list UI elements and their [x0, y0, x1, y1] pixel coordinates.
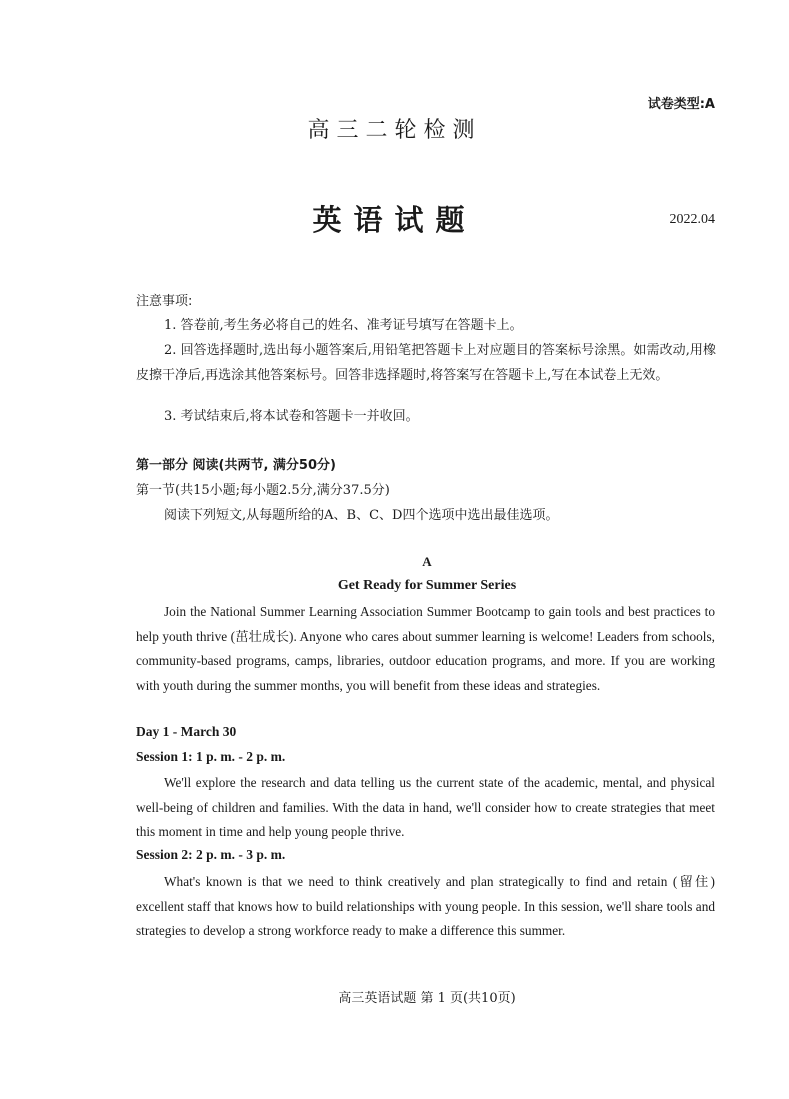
part-heading: 第一部分 阅读(共两节, 满分50分) — [136, 458, 336, 473]
exam-title: 高三二轮检测 — [307, 118, 482, 143]
paper-type-label: 试卷类型:A — [647, 97, 715, 112]
session-1-text: We'll explore the research and data telling us the current state of the academic, mental, and physical well-being of children and families. With the data in hand, we'll consider how to create strategies that meet this moment in time and help young people thrive. — [136, 775, 715, 839]
passage-intro: Join the National Summer Learning Association Summer Bootcamp to gain tools and best practices to help youth thrive (茁壮成长). Anyone who cares about summer learning is welcome! Leaders from schools, community-based programs, camps, libraries, outdoor education programs, and more. If you are working with youth during the summer months, you will benefit from these ideas and strategies. — [136, 604, 715, 693]
passage-letter: A — [422, 554, 432, 569]
passage-title: Get Ready for Summer Series — [337, 578, 517, 593]
subject-title: 英语试题 — [312, 203, 477, 237]
exam-date: 2022.04 — [669, 212, 715, 227]
notes-heading: 注意事项: — [136, 294, 193, 309]
day-heading: Day 1 - March 30 — [136, 724, 237, 739]
section-instruction: 阅读下列短文,从每题所给的A、B、C、D四个选项中选出最佳选项。 — [164, 508, 559, 523]
session-1-heading: Session 1: 1 p. m. - 2 p. m. — [136, 749, 286, 764]
session-2-text: What's known is that we need to think creatively and plan strategically to find and retain (留住) excellent staff that knows how to build relationships with young people. In this session, we'll share tools and strategies to develop a strong workforce ready to make a difference this summer. — [136, 874, 715, 938]
session-2-heading: Session 2: 2 p. m. - 3 p. m. — [136, 847, 286, 862]
note-item-3: 3. 考试结束后,将本试卷和答题卡一并收回。 — [164, 409, 419, 424]
note-item-2: 2. 回答选择题时,选出每小题答案后,用铅笔把答题卡上对应题目的答案标号涂黑。如需改动,用橡皮擦干净后,再选涂其他答案标号。回答非选择题时,将答案写在答题卡上,写在本试卷上无效。 — [136, 343, 716, 383]
page-footer: 高三英语试题 第 1 页(共10页) — [338, 991, 516, 1006]
note-item-1: 1. 答卷前,考生务必将自己的姓名、准考证号填写在答题卡上。 — [164, 318, 523, 333]
section-heading: 第一节(共15小题;每小题2.5分,满分37.5分) — [136, 483, 390, 498]
